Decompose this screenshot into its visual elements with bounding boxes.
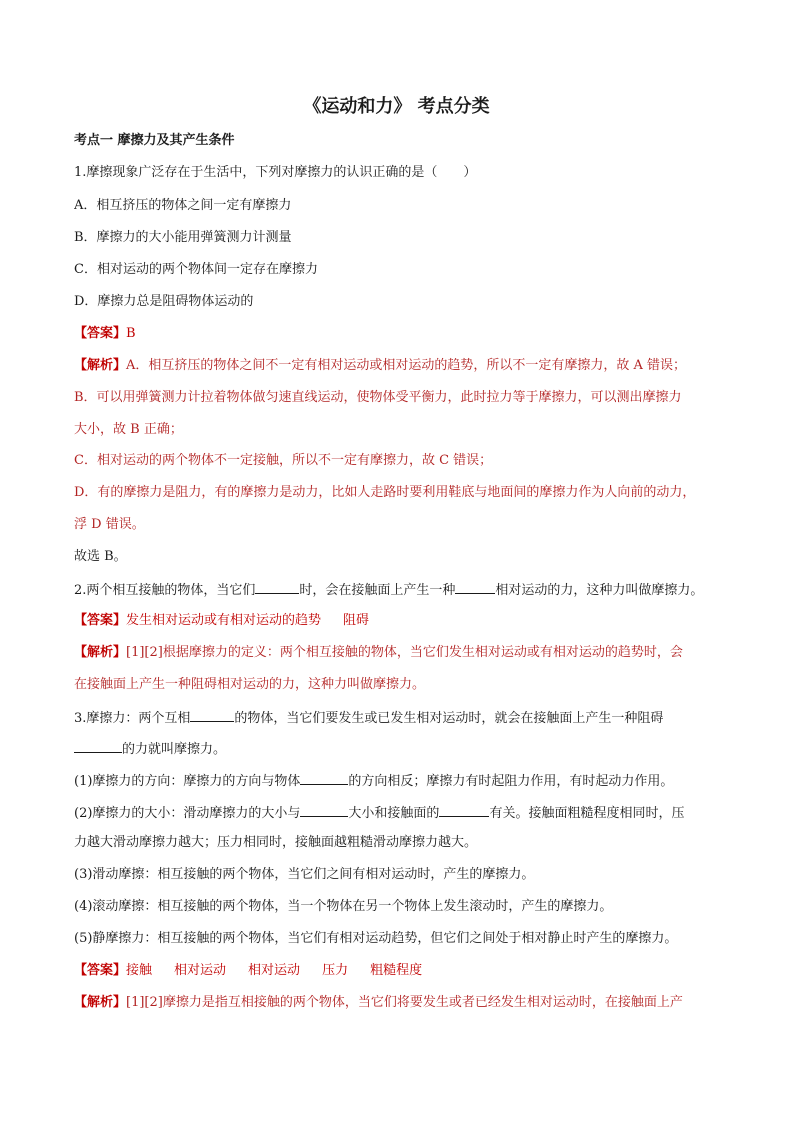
q3-item-part: 有关。接触面粗糙程度相同时，压 <box>489 806 685 821</box>
fill-blank <box>300 803 348 817</box>
q3-item-5: (5)静摩擦力：相互接触的两个物体，当它们有相对运动趋势，但它们之间处于相对静止时产生的摩擦力。 <box>74 931 678 946</box>
q1-option-a: A．相互挤压的物体之间一定有摩擦力 <box>74 198 292 213</box>
q2-analysis-line <box>74 644 724 662</box>
q2-analysis-line: 在接触面上产生一种阻碍相对运动的力，这种力叫做摩擦力。 <box>74 677 426 692</box>
q3-stem-part: 3.摩擦力：两个互相 <box>74 711 191 726</box>
q2-answer-1: 发生相对运动或有相对运动的趋势 <box>126 613 322 628</box>
analysis-tag: 【解析】 <box>74 995 127 1010</box>
q2-stem-part: 时，会在接触面上产生一种 <box>299 583 456 598</box>
fill-blank <box>455 580 495 594</box>
q1-analysis-line: 大小，故 B 正确； <box>74 422 183 437</box>
q3-item-part: (2)摩擦力的大小：滑动摩擦力的大小与 <box>74 806 301 821</box>
q3-stem-part: 的物体，当它们要发生或已发生相对运动时，就会在接触面上产生一种阻碍 <box>234 711 664 726</box>
fill-blank <box>439 803 489 817</box>
q3-answer-1: 接触 <box>126 963 153 978</box>
q1-stem: 1.摩擦现象广泛存在于生活中，下列对摩擦力的认识正确的是（ ） <box>74 165 477 180</box>
fill-blank <box>255 580 299 594</box>
answer-tag: 【答案】 <box>74 613 127 628</box>
q3-item-2-line2: 力越大滑动摩擦力越大；压力相同时，接触面越粗糙滑动摩擦力越大。 <box>74 835 478 850</box>
q1-option-b: B．摩擦力的大小能用弹簧测力计测量 <box>74 230 292 245</box>
q3-item-3: (3)滑动摩擦：相互接触的两个物体，当它们之间有相对运动时，产生的摩擦力。 <box>74 867 535 882</box>
page-title: 《运动和力》 考点分类 <box>303 96 490 117</box>
q1-conclusion: 故选 B。 <box>74 549 127 564</box>
q2-answer <box>74 612 724 630</box>
q1-analysis-line: B．可以用弹簧测力计拉着物体做匀速直线运动，使物体受平衡力，此时拉力等于摩擦力，可以测出摩擦力 <box>74 390 682 405</box>
q1-answer-value: B <box>126 326 136 341</box>
q2-stem <box>74 580 724 600</box>
q3-stem <box>74 708 724 728</box>
q3-answer-4: 压力 <box>322 963 349 978</box>
q1-analysis-line: D．有的摩擦力是阻力，有的摩擦力是动力，比如人走路时要利用鞋底与地面间的摩擦力作为人向前的动力， <box>74 485 696 500</box>
q1-option-c: C．相对运动的两个物体间一定存在摩擦力 <box>74 262 318 277</box>
q2-analysis-text: [1][2]根据摩擦力的定义：两个相互接触的物体，当它们发生相对运动或有相对运动的趋势时，会 <box>126 645 683 660</box>
q1-analysis-line <box>74 357 724 375</box>
q3-stem-part: 的力就叫摩擦力。 <box>122 742 227 757</box>
q1-analysis-line: C．相对运动的两个物体不一定接触，所以不一定有摩擦力，故 C 错误； <box>74 453 493 468</box>
q3-item-4: (4)滚动摩擦：相互接触的两个物体，当一个物体在另一个物体上发生滚动时，产生的摩擦力。 <box>74 899 613 914</box>
fill-blank <box>190 708 234 722</box>
q3-item-2 <box>74 803 724 823</box>
q1-analysis-line: 浮 D 错误。 <box>74 517 145 532</box>
q3-analysis-text: [1][2]摩擦力是指互相接触的两个物体，当它们将要发生或者已经发生相对运动时，在接触面上产 <box>126 995 683 1010</box>
q3-answer-5: 粗糙程度 <box>370 963 423 978</box>
answer-tag: 【答案】 <box>74 963 127 978</box>
fill-blank <box>74 739 122 753</box>
q3-item-1 <box>74 771 724 791</box>
q3-item-part: 大小和接触面的 <box>348 806 440 821</box>
q3-answer <box>74 962 724 980</box>
q2-answer-2: 阻碍 <box>343 613 370 628</box>
q2-stem-part: 相对运动的力，这种力叫做摩擦力。 <box>495 583 704 598</box>
q3-stem-line2 <box>74 739 724 759</box>
q3-item-part: 的方向相反；摩擦力有时起阻力作用，有时起动力作用。 <box>348 774 674 789</box>
fill-blank <box>300 771 348 785</box>
q3-answer-3: 相对运动 <box>248 963 301 978</box>
q3-answer-2: 相对运动 <box>174 963 227 978</box>
q3-item-part: (1)摩擦力的方向：摩擦力的方向与物体 <box>74 774 301 789</box>
analysis-tag: 【解析】 <box>74 645 127 660</box>
section-heading: 考点一 摩擦力及其产生条件 <box>74 133 235 148</box>
q2-stem-part: 2.两个相互接触的物体，当它们 <box>74 583 256 598</box>
q1-option-d: D．摩擦力总是阻碍物体运动的 <box>74 294 254 309</box>
answer-tag: 【答案】 <box>74 326 127 341</box>
q3-analysis-line <box>74 994 724 1012</box>
analysis-tag: 【解析】 <box>74 358 127 373</box>
q1-analysis-text: A．相互挤压的物体之间不一定有相对运动或相对运动的趋势，所以不一定有摩擦力，故 A 错误； <box>126 358 687 373</box>
q1-answer <box>74 325 724 343</box>
